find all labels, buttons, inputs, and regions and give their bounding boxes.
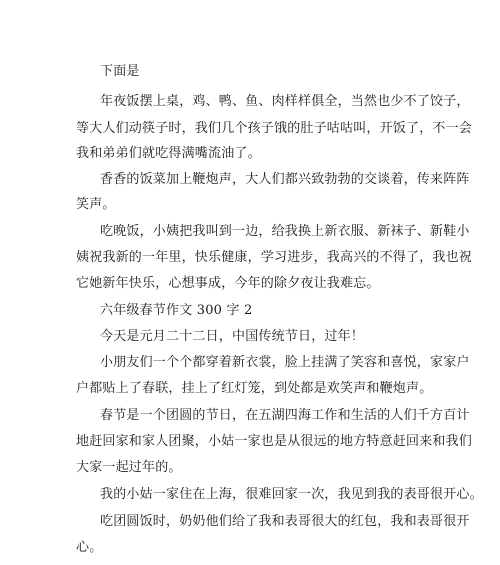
section-heading: 六年级春节作文 300 字 2 xyxy=(100,303,253,318)
text-line: 今天是元月二十二日，中国传统节日，过年！ xyxy=(100,329,365,344)
text-line: 姨祝我新的一年里，快乐健康，学习进步，我高兴的不得了，我也祝 xyxy=(76,250,473,265)
text-line: 年夜饭摆上桌，鸡、鸭、鱼、肉样样俱全，当然也少不了饺子， xyxy=(100,94,470,109)
text-line: 小朋友们一个个都穿着新衣裳，脸上挂满了笑容和喜悦，家家户 xyxy=(100,355,470,370)
text-line: 地赶回家和家人团聚，小姑一家也是从很远的地方特意赶回来和我们 xyxy=(76,434,473,449)
text-line: 它她新年快乐，心想事成，今年的除夕夜让我难忘。 xyxy=(76,276,380,291)
text-line: 心。 xyxy=(76,540,103,555)
text-line: 春节是一个团圆的节日，在五湖四海工作和生活的人们千方百计 xyxy=(100,408,470,423)
text-line: 我和弟弟们就吃得满嘴流油了。 xyxy=(76,146,261,161)
text-line: 吃晚饭，小姨把我叫到一边，给我换上新衣服、新袜子、新鞋小 xyxy=(100,224,470,239)
text-line: 我的小姑一家住在上海，很难回家一次，我见到我的表哥很开心。 xyxy=(100,487,483,502)
text-line: 等大人们动筷子时，我们几个孩子饿的肚子咕咕叫，开饭了，不一会 xyxy=(76,121,473,136)
text-line: 笑声。 xyxy=(76,197,116,212)
text-line: 吃团圆饭时，奶奶他们给了我和表哥很大的红包，我和表哥很开 xyxy=(100,514,470,529)
text-line: 户都贴上了春联，挂上了红灯笼，到处都是欢笑声和鞭炮声。 xyxy=(76,381,433,396)
text-line: 下面是 xyxy=(100,64,140,79)
text-line: 大家一起过年的。 xyxy=(76,460,182,475)
text-line: 香香的饭菜加上鞭炮声，大人们都兴致勃勃的交谈着，传来阵阵 xyxy=(100,172,470,187)
